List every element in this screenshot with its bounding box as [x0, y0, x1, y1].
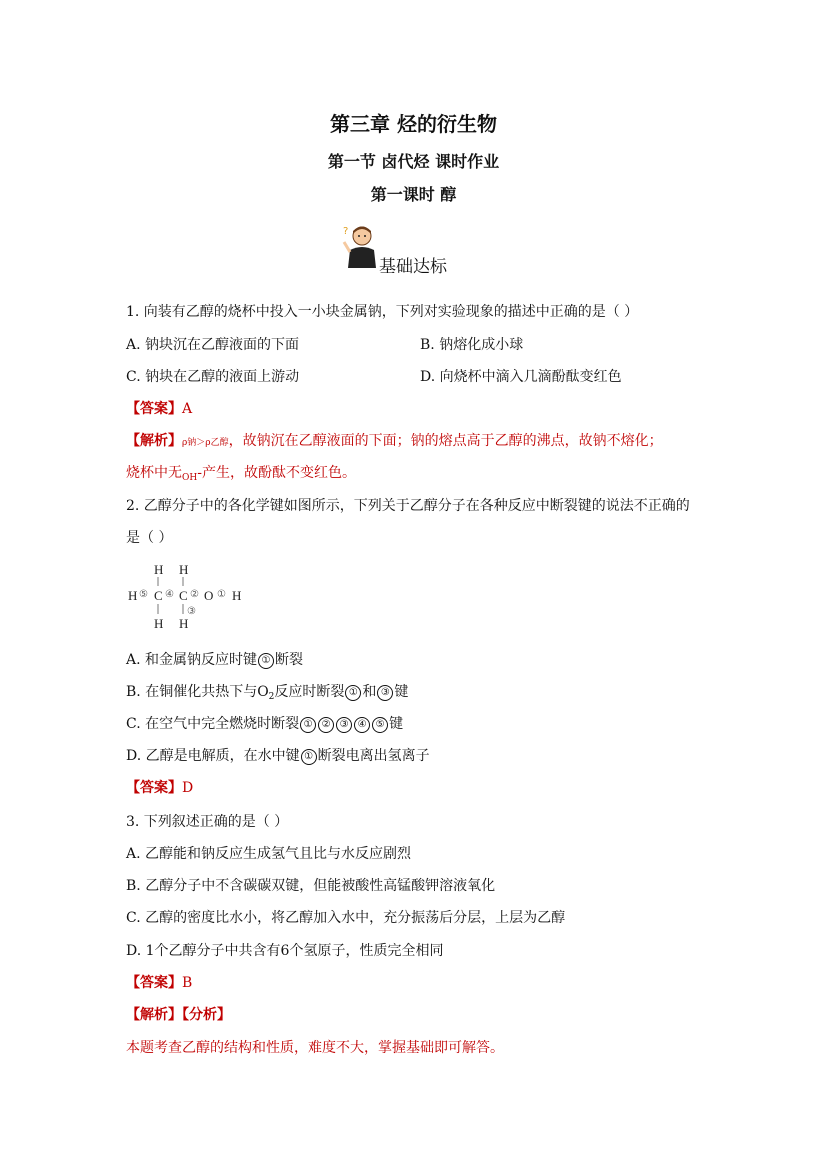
q2-option-d — [126, 746, 430, 766]
q3-analysis-tag: 【解析】【分析】 — [126, 1007, 231, 1023]
atom-h-top-1: H — [154, 562, 164, 577]
bond-number: ① — [258, 653, 274, 669]
q1-option-a: A. 钠块沉在乙醇液面的下面 — [126, 337, 300, 353]
q2-option-a — [126, 650, 303, 670]
answer-tag: 【答案】 — [126, 401, 182, 417]
hydroxide-formula: OH — [182, 473, 198, 483]
atom-h-bottom-2: H — [179, 616, 189, 631]
bond-label-1: ① — [217, 589, 226, 600]
bond-number: ① — [300, 717, 316, 733]
answer-value: A — [182, 401, 193, 417]
q3-analysis: 本题考查乙醇的结构和性质，难度不大，掌握基础即可解答。 — [126, 1040, 504, 1056]
answer-value: B — [182, 975, 193, 991]
q3-option-b: B. 乙醇分子中不含碳碳双键，但能被酸性高锰酸钾溶液氧化 — [126, 878, 496, 894]
bond-label-3: ③ — [187, 606, 196, 617]
section-badge-label: 基础达标 — [379, 257, 447, 277]
q2-stem-line2: 是（ ） — [126, 530, 173, 546]
option-text: 键 — [389, 716, 404, 732]
oxygen-subscript: 2 — [268, 692, 275, 702]
q1-stem: 1. 向装有乙醇的烧杯中投入一小块金属钠，下列对实验现象的描述中正确的是（ ） — [126, 304, 639, 320]
bond-label-5: ⑤ — [139, 589, 148, 600]
q2-option-c — [126, 714, 403, 734]
bond-number: ① — [345, 685, 361, 701]
q2-option-b — [126, 682, 408, 707]
analysis-text: 烧杯中无 — [126, 465, 182, 481]
answer-tag: 【答案】 — [126, 975, 182, 991]
atom-h-right: H — [232, 588, 242, 603]
bond-number: ③ — [336, 717, 352, 733]
q3-answer — [126, 973, 192, 993]
answer-value: D — [182, 780, 194, 796]
answer-tag: 【答案】 — [126, 780, 182, 796]
bond-number: ④ — [354, 717, 370, 733]
q3-option-c: C. 乙醇的密度比水小，将乙醇加入水中，充分振荡后分层，上层为乙醇 — [126, 910, 566, 926]
q3-stem: 3. 下列叙述正确的是（ ） — [126, 814, 289, 830]
thinking-student-icon — [340, 222, 380, 270]
lesson-title: 第一课时 醇 — [370, 185, 457, 204]
atom-c-1: C — [154, 588, 163, 603]
option-text: 断裂 — [275, 652, 304, 668]
q1-option-b: B. 钠熔化成小球 — [420, 337, 524, 353]
atom-o: O — [204, 588, 214, 603]
bond-number: ⑤ — [372, 717, 388, 733]
atom-h-bottom-1: H — [154, 616, 164, 631]
q1-analysis-line1 — [126, 431, 663, 453]
section-title: 第一节 卤代烃 课时作业 — [327, 152, 500, 171]
q1-answer — [126, 399, 192, 419]
q3-option-a: A. 乙醇能和钠反应生成氢气且比与水反应剧烈 — [126, 846, 412, 862]
bond-label-4: ④ — [165, 589, 174, 600]
ethanol-bond-diagram — [126, 562, 256, 634]
option-text: 和 — [362, 684, 377, 700]
bond-number: ② — [318, 717, 334, 733]
q1-option-d: D. 向烧杯中滴入几滴酚酞变红色 — [420, 369, 622, 385]
chapter-title: 第三章 烃的衍生物 — [330, 112, 497, 136]
atom-c-2: C — [179, 588, 188, 603]
bond-number: ① — [301, 749, 317, 765]
option-text: 断裂电离出氢离子 — [317, 748, 430, 764]
atom-h-top-2: H — [179, 562, 189, 577]
option-text: C. 在空气中完全燃烧时断裂 — [126, 716, 300, 732]
density-comparison: ρ钠＞ρ乙醇 — [182, 438, 229, 448]
q2-stem-line1: 2. 乙醇分子中的各化学键如图所示，下列关于乙醇分子在各种反应中断裂键的说法不正确的 — [126, 498, 690, 514]
q1-analysis-line2 — [126, 463, 356, 488]
atom-h-left: H — [128, 588, 138, 603]
option-text: 键 — [394, 684, 409, 700]
analysis-text: ，故钠沉在乙醇液面的下面；钠的熔点高于乙醇的沸点，故钠不熔化； — [228, 433, 663, 449]
svg-text:?: ? — [343, 226, 349, 237]
q3-option-d: D. 1个乙醇分子中共含有6个氢原子，性质完全相同 — [126, 943, 444, 959]
analysis-text: -产生，故酚酞不变红色。 — [197, 465, 356, 481]
option-text: D. 乙醇是电解质，在水中键 — [126, 748, 300, 764]
q1-option-c: C. 钠块在乙醇的液面上游动 — [126, 369, 300, 385]
option-text: 反应时断裂 — [274, 684, 345, 700]
analysis-tag: 【解析】 — [126, 433, 182, 449]
bond-label-2: ② — [190, 589, 199, 600]
q2-answer — [126, 778, 193, 798]
option-text: B. 在铜催化共热下与O — [126, 684, 269, 700]
bond-number: ③ — [377, 685, 393, 701]
option-text: A. 和金属钠反应时键 — [126, 652, 258, 668]
